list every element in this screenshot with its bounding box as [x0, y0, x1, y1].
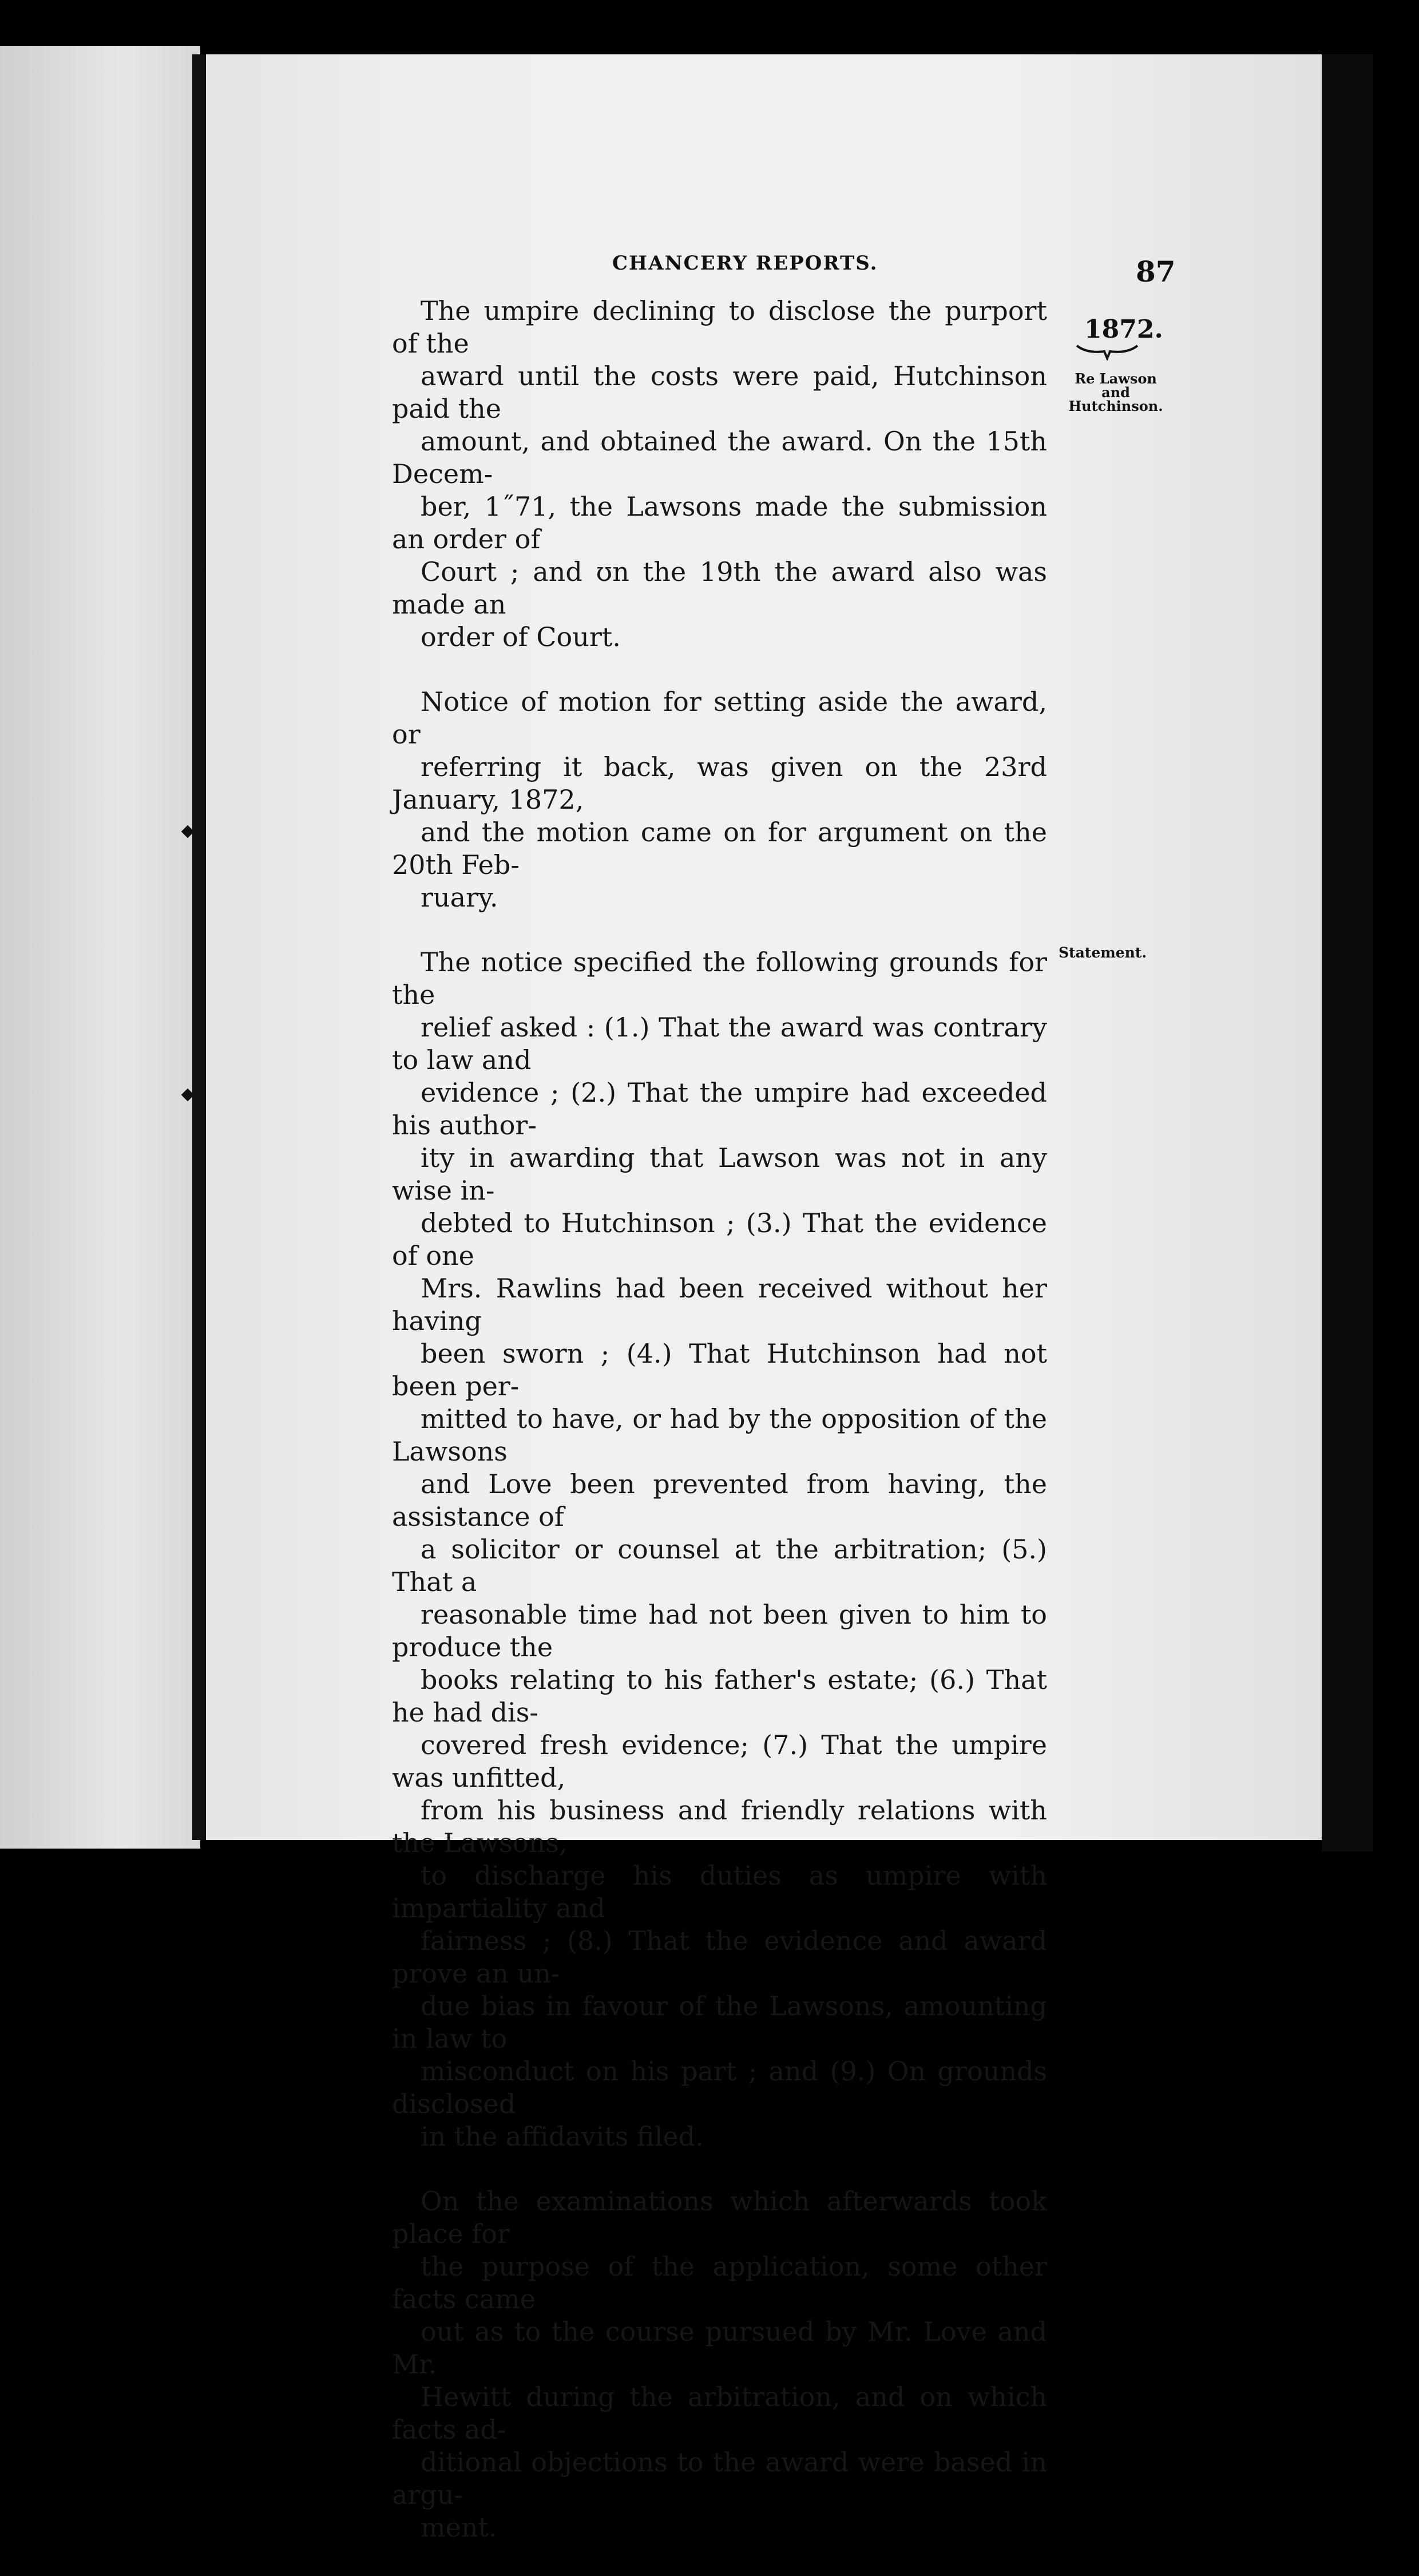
sidenote-year: 1872.: [1084, 315, 1163, 344]
text-line: ity in awarding that Lawson was not in any wise in-: [392, 1142, 1047, 1206]
left-page-edge: [0, 46, 200, 1849]
paragraph: [392, 295, 1047, 654]
text-line: On the examinations which afterwards took place for: [392, 2186, 1047, 2249]
text-line: from his business and friendly relations with the Lawsons,: [392, 1795, 1047, 1858]
text-line: covered fresh evidence; (7.) That the umpire was unfitted,: [392, 1730, 1047, 1793]
brace-icon: [1076, 343, 1139, 361]
text-line: and the motion came on for argument on the 20th Feb-: [392, 817, 1047, 880]
body-text: [392, 295, 1047, 2576]
text-line: a solicitor or counsel at the arbitration; (5.) That a: [392, 1534, 1047, 1597]
text-line: Mrs. Rawlins had been received without her having: [392, 1273, 1047, 1336]
text-line: ruary.: [421, 882, 498, 913]
text-line: been sworn ; (4.) That Hutchinson had not been per-: [392, 1338, 1047, 1402]
text-line: debted to Hutchinson ; (3.) That the evidence of one: [392, 1208, 1047, 1271]
sidenote-case-line: Re Lawson: [1075, 370, 1157, 387]
sidenote-case-line: and: [1101, 384, 1130, 401]
text-line: evidence ; (2.) That the umpire had exceeded his author-: [392, 1077, 1047, 1141]
sidenote-case-line: Hutchinson.: [1068, 398, 1163, 414]
text-line: relief asked : (1.) That the award was contrary to law and: [392, 1012, 1047, 1075]
text-line: referring it back, was given on the 23rd January, 1872,: [392, 751, 1047, 815]
text-line: fairness ; (8.) That the evidence and award prove an un-: [392, 1925, 1047, 1989]
text-line: amount, and obtained the award. On the 15th Decem-: [392, 426, 1047, 489]
text-line: the purpose of the application, some other facts came: [392, 2251, 1047, 2314]
text-line: Court ; and ʊn the 19th the award also was made an: [392, 556, 1047, 620]
text-line: award until the costs were paid, Hutchinson paid the: [392, 361, 1047, 424]
paragraph: [392, 946, 1047, 2153]
right-page-edge: [1322, 54, 1373, 1851]
text-line: due bias in favour of the Lawsons, amounting in law to: [392, 1991, 1047, 2054]
running-head: CHANCERY REPORTS.: [612, 252, 878, 275]
book-spine: [192, 54, 205, 1840]
text-line: ditional objections to the award were based in argu-: [392, 2447, 1047, 2510]
text-line: ber, 1˝71, the Lawsons made the submission an order of: [392, 491, 1047, 555]
page-number: 87: [1136, 255, 1176, 288]
paragraph: [392, 686, 1047, 914]
text-line: reasonable time had not been given to him to produce the: [392, 1599, 1047, 1663]
text-line: out as to the course pursued by Mr. Love and Mr.: [392, 2316, 1047, 2380]
text-line: misconduct on his part ; and (9.) On grounds disclosed: [392, 2056, 1047, 2119]
text-line: Notice of motion for setting aside the award, or: [392, 686, 1047, 750]
text-line: ment.: [421, 2512, 497, 2543]
text-line: and Love been prevented from having, the assistance of: [392, 1469, 1047, 1532]
paragraph: [392, 2185, 1047, 2544]
text-line: in the affidavits filed.: [421, 2121, 704, 2152]
text-line: to discharge his duties as umpire with impartiality and: [392, 1860, 1047, 1924]
text-line: Hewitt during the arbitration, and on which facts ad-: [392, 2381, 1047, 2445]
sidenote-statement: Statement.: [1059, 944, 1147, 961]
text-line: order of Court.: [421, 622, 621, 652]
text-line: The notice specified the following grounds for the: [392, 947, 1047, 1010]
text-line: books relating to his father's estate; (6.) That he had dis-: [392, 1664, 1047, 1728]
text-line: The umpire declining to disclose the purport of the: [392, 295, 1047, 359]
text-line: mitted to have, or had by the opposition of the Lawsons: [392, 1403, 1047, 1467]
sidenote-case-name: [1064, 372, 1167, 413]
